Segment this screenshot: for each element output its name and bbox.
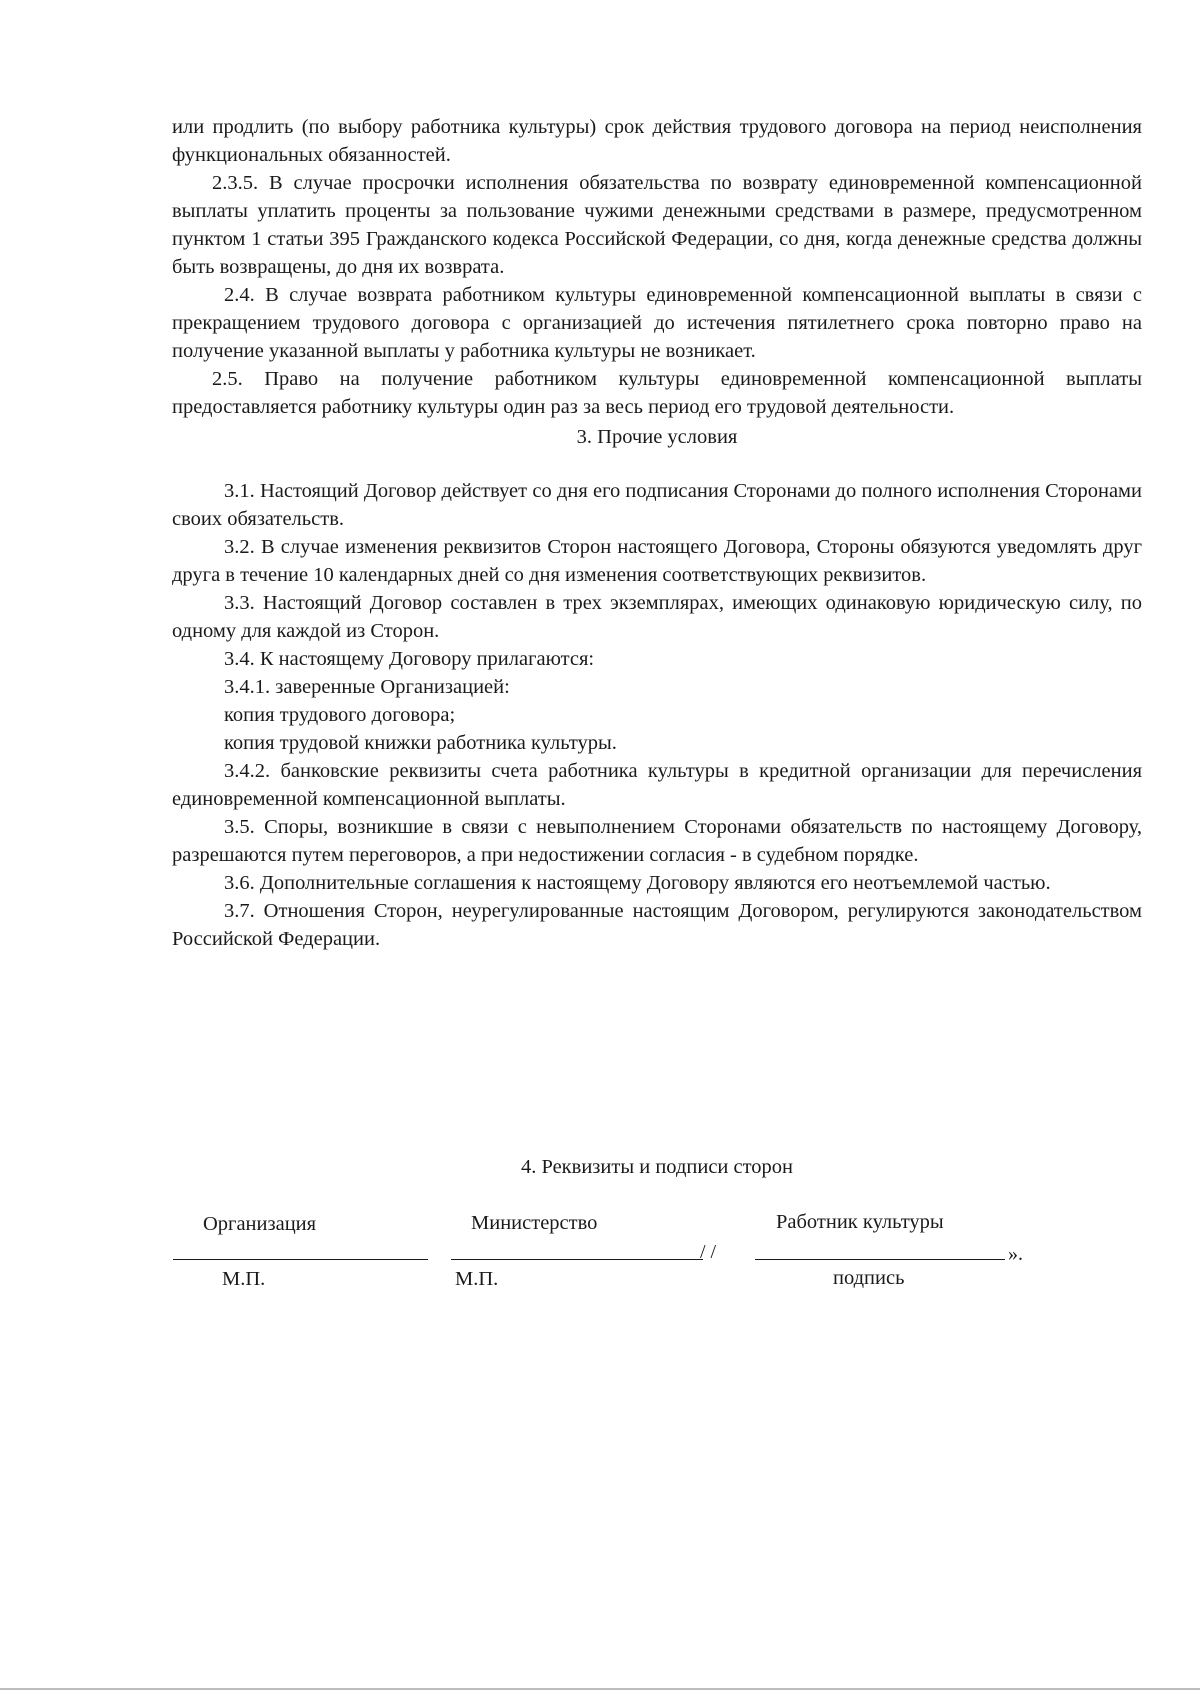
worker-signature-caption: подпись: [833, 1267, 905, 1289]
organization-signature-line: [173, 1259, 428, 1260]
paragraph-3-7: 3.7. Отношения Сторон, неурегулированные настоящим Договором, регулируются законодательством Российской Федерации.: [172, 900, 1142, 950]
ministry-signature-line: [451, 1259, 703, 1260]
paragraph-continuation: или продлить (по выбору работника культуры) срок действия трудового договора на период неисполнения функциональных обязанностей.: [172, 116, 1142, 166]
ministry-seal-label: М.П.: [455, 1268, 499, 1290]
organization-seal-label: М.П.: [222, 1268, 266, 1290]
paragraph-3-2: 3.2. В случае изменения реквизитов Сторон настоящего Договора, Стороны обязуются уведомлять друг друга в течение 10 календарных дней со дня изменения соответствующих реквизитов.: [172, 536, 1142, 586]
section-3-title: 3. Прочие условия: [576, 426, 738, 448]
paragraph-2-3-5: 2.3.5. В случае просрочки исполнения обязательства по возврату единовременной компенсационной выплаты уплатить проценты за пользование чужими денежными средствами в размере, предусмотренном пунктом 1 статьи 395 Гражданского кодекса Российской Федерации, со дня, когда денежные средства должны быть возвращены, до дня их возврата.: [172, 172, 1142, 278]
worker-signature-line: [755, 1259, 1005, 1260]
organization-label: Организация: [203, 1213, 317, 1235]
paragraph-3-1: 3.1. Настоящий Договор действует со дня его подписания Сторонами до полного исполнения Сторонами своих обязательств.: [172, 480, 1142, 530]
worker-closing-quote: ».: [1008, 1243, 1023, 1265]
paragraph-3-4-1-item-b: копия трудовой книжки работника культуры.: [224, 732, 617, 754]
paragraph-3-4-2: 3.4.2. банковские реквизиты счета работника культуры в кредитной организации для перечисления единовременной компенсационной выплаты.: [172, 760, 1142, 810]
ministry-slashes: / /: [700, 1241, 717, 1263]
paragraph-3-3: 3.3. Настоящий Договор составлен в трех экземплярах, имеющих одинаковую юридическую силу, по одному для каждой из Сторон.: [172, 592, 1142, 642]
ministry-label: Министерство: [471, 1212, 598, 1234]
paragraph-3-4: 3.4. К настоящему Договору прилагаются:: [224, 648, 595, 670]
scan-bottom-edge: [0, 1688, 1200, 1690]
section-4-title: 4. Реквизиты и подписи сторон: [520, 1156, 794, 1178]
paragraph-3-4-1: 3.4.1. заверенные Организацией:: [224, 676, 510, 698]
paragraph-2-5: 2.5. Право на получение работником культуры единовременной компенсационной выплаты предоставляется работнику культуры один раз за весь период его трудовой деятельности.: [172, 368, 1142, 418]
document-body: [172, 113, 1142, 953]
paragraph-3-6: 3.6. Дополнительные соглашения к настоящему Договору являются его неотъемлемой частью.: [224, 872, 1051, 894]
paragraph-2-4: 2.4. В случае возврата работником культуры единовременной компенсационной выплаты в связи с прекращением трудового договора с организацией до истечения пятилетнего срока повторно право на получение указанной выплаты у работника культуры не возникает.: [172, 284, 1142, 362]
paragraph-3-5: 3.5. Споры, возникшие в связи с невыполнением Сторонами обязательств по настоящему Договору, разрешаются путем переговоров, а при недостижении согласия - в судебном порядке.: [172, 816, 1142, 866]
paragraph-3-4-1-item-a: копия трудового договора;: [224, 704, 456, 726]
worker-label: Работник культуры: [776, 1211, 944, 1233]
